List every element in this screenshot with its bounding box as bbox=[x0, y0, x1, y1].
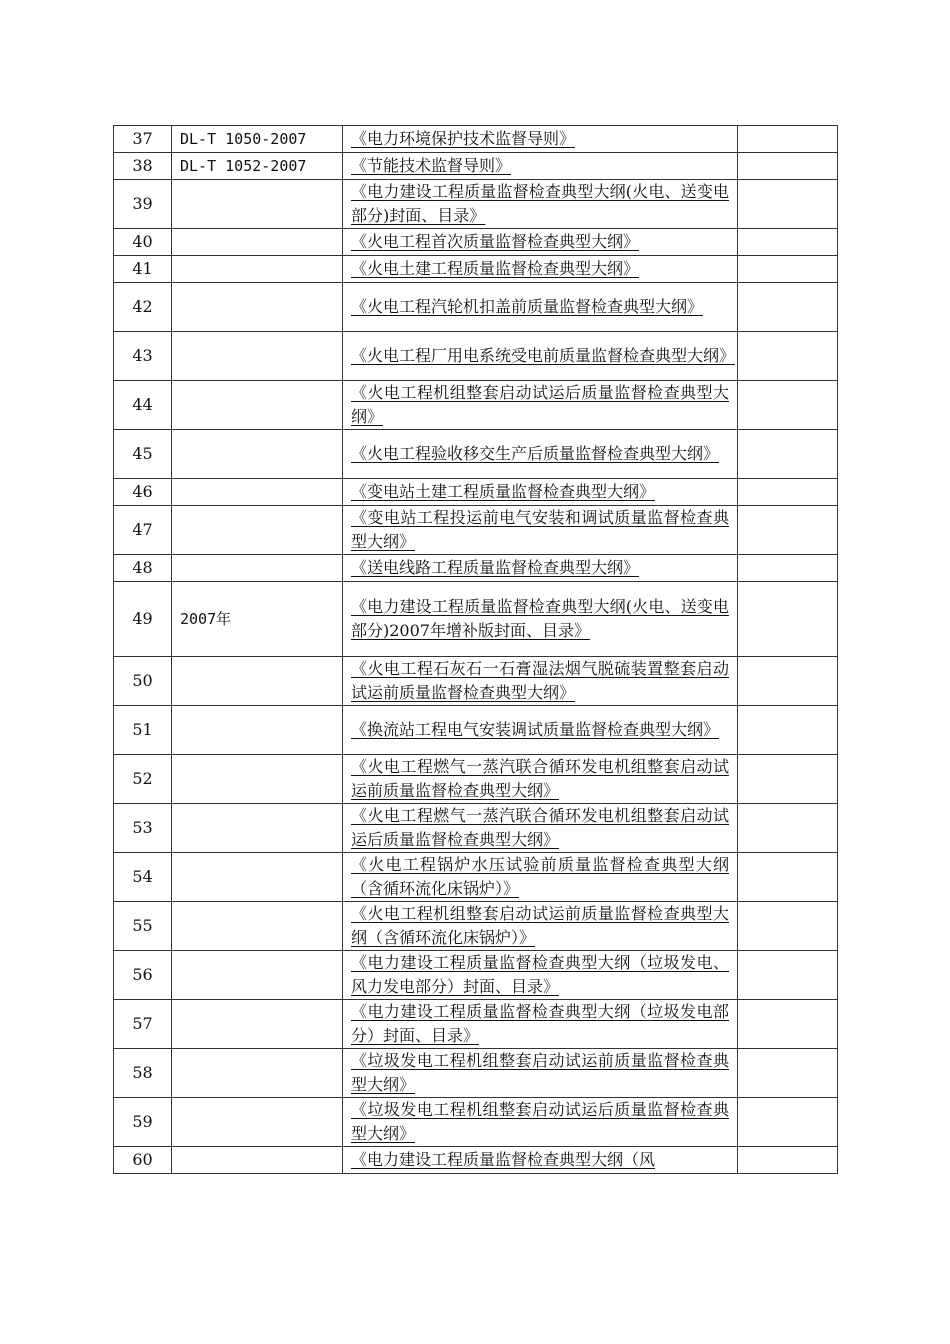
document-title-cell bbox=[343, 332, 738, 381]
table-row bbox=[114, 951, 838, 1000]
document-title-cell bbox=[343, 1147, 738, 1174]
standard-code bbox=[172, 332, 343, 381]
table-row bbox=[114, 755, 838, 804]
standard-code bbox=[172, 506, 343, 555]
row-number: 39 bbox=[114, 180, 172, 229]
row-number: 57 bbox=[114, 1000, 172, 1049]
document-title-link[interactable]: 《电力建设工程质量监督检查典型大纲(火电、送变电部分)2007年增补版封面、目录》 bbox=[351, 597, 729, 640]
document-title-link[interactable]: 《电力建设工程质量监督检查典型大纲（风 bbox=[351, 1150, 656, 1169]
standard-code bbox=[172, 902, 343, 951]
row-number: 51 bbox=[114, 706, 172, 755]
row-number: 54 bbox=[114, 853, 172, 902]
table-row bbox=[114, 256, 838, 283]
remarks-cell bbox=[738, 381, 838, 430]
table-row bbox=[114, 1098, 838, 1147]
remarks-cell bbox=[738, 951, 838, 1000]
row-number: 40 bbox=[114, 229, 172, 256]
document-title-link[interactable]: 《火电工程首次质量监督检查典型大纲》 bbox=[351, 232, 640, 251]
table-row bbox=[114, 1000, 838, 1049]
table-row bbox=[114, 706, 838, 755]
row-number: 48 bbox=[114, 555, 172, 582]
standard-code: 2007年 bbox=[172, 582, 343, 657]
standard-code bbox=[172, 229, 343, 256]
document-title-link[interactable]: 《火电工程验收移交生产后质量监督检查典型大纲》 bbox=[351, 444, 720, 463]
standard-code bbox=[172, 479, 343, 506]
standard-code bbox=[172, 951, 343, 1000]
document-title-link[interactable]: 《垃圾发电工程机组整套启动试运后质量监督检查典型大纲》 bbox=[351, 1100, 729, 1143]
row-number: 38 bbox=[114, 153, 172, 180]
standard-code bbox=[172, 755, 343, 804]
document-title-cell bbox=[343, 755, 738, 804]
table-row bbox=[114, 555, 838, 582]
table-row bbox=[114, 853, 838, 902]
standard-code bbox=[172, 180, 343, 229]
row-number: 49 bbox=[114, 582, 172, 657]
document-title-cell bbox=[343, 1098, 738, 1147]
remarks-cell bbox=[738, 1098, 838, 1147]
document-title-link[interactable]: 《垃圾发电工程机组整套启动试运前质量监督检查典型大纲》 bbox=[351, 1051, 729, 1094]
standard-code bbox=[172, 853, 343, 902]
document-title-link[interactable]: 《节能技术监督导则》 bbox=[351, 156, 512, 175]
row-number: 37 bbox=[114, 126, 172, 153]
table-row bbox=[114, 283, 838, 332]
standard-code: DL-T 1052-2007 bbox=[172, 153, 343, 180]
document-title-link[interactable]: 《变电站土建工程质量监督检查典型大纲》 bbox=[351, 482, 656, 501]
table-row bbox=[114, 582, 838, 657]
row-number: 50 bbox=[114, 657, 172, 706]
table-body bbox=[114, 126, 838, 1174]
document-title-link[interactable]: 《火电土建工程质量监督检查典型大纲》 bbox=[351, 259, 640, 278]
remarks-cell bbox=[738, 1000, 838, 1049]
document-title-link[interactable]: 《火电工程机组整套启动试运前质量监督检查典型大纲（含循环流化床锅炉）》 bbox=[351, 904, 729, 947]
document-title-cell bbox=[343, 853, 738, 902]
remarks-cell bbox=[738, 126, 838, 153]
standard-code bbox=[172, 430, 343, 479]
standard-code bbox=[172, 381, 343, 430]
table-row bbox=[114, 1049, 838, 1098]
document-title-link[interactable]: 《火电工程燃气一蒸汽联合循环发电机组整套启动试运前质量监督检查典型大纲》 bbox=[351, 757, 729, 800]
standard-code bbox=[172, 1147, 343, 1174]
document-title-cell bbox=[343, 706, 738, 755]
remarks-cell bbox=[738, 804, 838, 853]
standard-code bbox=[172, 804, 343, 853]
standard-code bbox=[172, 283, 343, 332]
table-row bbox=[114, 657, 838, 706]
remarks-cell bbox=[738, 283, 838, 332]
remarks-cell bbox=[738, 582, 838, 657]
document-title-cell bbox=[343, 256, 738, 283]
document-title-cell bbox=[343, 1049, 738, 1098]
remarks-cell bbox=[738, 1049, 838, 1098]
row-number: 44 bbox=[114, 381, 172, 430]
table-row bbox=[114, 430, 838, 479]
table-row bbox=[114, 506, 838, 555]
document-title-cell bbox=[343, 951, 738, 1000]
row-number: 58 bbox=[114, 1049, 172, 1098]
table-row bbox=[114, 180, 838, 229]
remarks-cell bbox=[738, 1147, 838, 1174]
row-number: 53 bbox=[114, 804, 172, 853]
document-title-link[interactable]: 《电力建设工程质量监督检查典型大纲(火电、送变电部分)封面、目录》 bbox=[351, 182, 729, 225]
standard-code bbox=[172, 706, 343, 755]
document-title-cell bbox=[343, 180, 738, 229]
document-title-link[interactable]: 《换流站工程电气安装调试质量监督检查典型大纲》 bbox=[351, 720, 720, 739]
row-number: 45 bbox=[114, 430, 172, 479]
remarks-cell bbox=[738, 332, 838, 381]
row-number: 43 bbox=[114, 332, 172, 381]
remarks-cell bbox=[738, 153, 838, 180]
table-row bbox=[114, 902, 838, 951]
document-title-cell bbox=[343, 1000, 738, 1049]
table-row bbox=[114, 332, 838, 381]
table-row bbox=[114, 153, 838, 180]
document-title-link[interactable]: 《火电工程燃气一蒸汽联合循环发电机组整套启动试运后质量监督检查典型大纲》 bbox=[351, 806, 729, 849]
document-title-cell bbox=[343, 153, 738, 180]
standard-code bbox=[172, 555, 343, 582]
table-row bbox=[114, 1147, 838, 1174]
document-title-cell bbox=[343, 902, 738, 951]
table-row bbox=[114, 126, 838, 153]
document-title-cell bbox=[343, 804, 738, 853]
document-title-link[interactable]: 《火电工程厂用电系统受电前质量监督检查典型大纲》 bbox=[351, 346, 736, 365]
document-title-link[interactable]: 《火电工程机组整套启动试运后质量监督检查典型大纲》 bbox=[351, 383, 729, 426]
table-row bbox=[114, 381, 838, 430]
document-title-cell bbox=[343, 126, 738, 153]
remarks-cell bbox=[738, 902, 838, 951]
document-title-cell bbox=[343, 657, 738, 706]
document-title-link[interactable]: 《电力建设工程质量监督检查典型大纲（垃圾发电、风力发电部分）封面、目录》 bbox=[351, 953, 729, 996]
row-number: 42 bbox=[114, 283, 172, 332]
row-number: 59 bbox=[114, 1098, 172, 1147]
remarks-cell bbox=[738, 430, 838, 479]
row-number: 56 bbox=[114, 951, 172, 1000]
standard-code bbox=[172, 657, 343, 706]
row-number: 41 bbox=[114, 256, 172, 283]
remarks-cell bbox=[738, 706, 838, 755]
document-title-link[interactable]: 《送电线路工程质量监督检查典型大纲》 bbox=[351, 558, 640, 577]
remarks-cell bbox=[738, 755, 838, 804]
document-title-cell bbox=[343, 506, 738, 555]
document-title-cell bbox=[343, 229, 738, 256]
table-row bbox=[114, 229, 838, 256]
row-number: 46 bbox=[114, 479, 172, 506]
document-title-cell bbox=[343, 582, 738, 657]
standard-code: DL-T 1050-2007 bbox=[172, 126, 343, 153]
document-title-link[interactable]: 《火电工程锅炉水压试验前质量监督检查典型大纲（含循环流化床锅炉）》 bbox=[351, 855, 729, 898]
standard-code bbox=[172, 1098, 343, 1147]
remarks-cell bbox=[738, 180, 838, 229]
document-title-link[interactable]: 《电力建设工程质量监督检查典型大纲（垃圾发电部分）封面、目录》 bbox=[351, 1002, 729, 1045]
document-table bbox=[113, 125, 838, 1174]
remarks-cell bbox=[738, 479, 838, 506]
document-title-link[interactable]: 《火电工程石灰石一石膏湿法烟气脱硫装置整套启动试运前质量监督检查典型大纲》 bbox=[351, 659, 729, 702]
standard-code bbox=[172, 256, 343, 283]
document-title-cell bbox=[343, 479, 738, 506]
document-title-cell bbox=[343, 430, 738, 479]
row-number: 55 bbox=[114, 902, 172, 951]
document-title-link[interactable]: 《电力环境保护技术监督导则》 bbox=[351, 129, 576, 148]
row-number: 52 bbox=[114, 755, 172, 804]
document-title-link[interactable]: 《火电工程汽轮机扣盖前质量监督检查典型大纲》 bbox=[351, 297, 704, 316]
document-title-cell bbox=[343, 555, 738, 582]
remarks-cell bbox=[738, 506, 838, 555]
row-number: 47 bbox=[114, 506, 172, 555]
standard-code bbox=[172, 1000, 343, 1049]
table-row bbox=[114, 479, 838, 506]
remarks-cell bbox=[738, 229, 838, 256]
document-title-cell bbox=[343, 283, 738, 332]
document-title-link[interactable]: 《变电站工程投运前电气安装和调试质量监督检查典型大纲》 bbox=[351, 508, 729, 551]
table-row bbox=[114, 804, 838, 853]
remarks-cell bbox=[738, 256, 838, 283]
remarks-cell bbox=[738, 657, 838, 706]
document-title-cell bbox=[343, 381, 738, 430]
remarks-cell bbox=[738, 555, 838, 582]
row-number: 60 bbox=[114, 1147, 172, 1174]
standard-code bbox=[172, 1049, 343, 1098]
remarks-cell bbox=[738, 853, 838, 902]
